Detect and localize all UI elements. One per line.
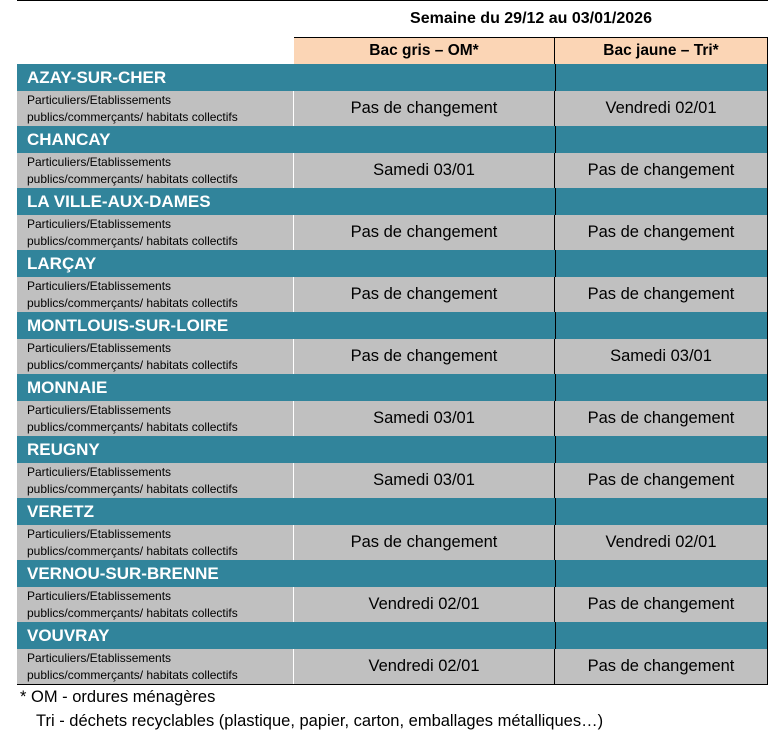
commune-row: [17, 215, 768, 250]
commune-block: [17, 188, 768, 250]
category-line-1: Particuliers/Etablissements: [27, 154, 172, 169]
om-value: Pas de changement: [294, 339, 555, 374]
category-line-1: Particuliers/Etablissements: [27, 278, 172, 293]
category-label: [17, 277, 294, 312]
commune-block: [17, 250, 768, 312]
commune-header-fill: [555, 126, 768, 153]
category-line-2: publics/commerçants/ habitats collectifs: [27, 171, 238, 186]
category-line-1: Particuliers/Etablissements: [27, 216, 172, 231]
om-value: Pas de changement: [294, 215, 555, 250]
commune-block: [17, 312, 768, 374]
commune-header-fill: [555, 436, 768, 463]
commune-name: REUGNY: [17, 436, 555, 463]
category-label: [17, 401, 294, 436]
commune-name: LARÇAY: [17, 250, 555, 277]
commune-header: [17, 374, 768, 401]
category-line-1: Particuliers/Etablissements: [27, 526, 172, 541]
commune-header: [17, 312, 768, 339]
commune-row: [17, 91, 768, 126]
commune-header: [17, 250, 768, 277]
category-label: [17, 215, 294, 250]
commune-name: MONNAIE: [17, 374, 555, 401]
category-label: [17, 339, 294, 374]
commune-header: [17, 622, 768, 649]
category-line-1: Particuliers/Etablissements: [27, 340, 172, 355]
category-label: [17, 587, 294, 622]
commune-name: VERETZ: [17, 498, 555, 525]
category-line-1: Particuliers/Etablissements: [27, 92, 172, 107]
om-value: Pas de changement: [294, 277, 555, 312]
tri-value: Pas de changement: [555, 587, 768, 622]
category-line-2: publics/commerçants/ habitats collectifs: [27, 667, 238, 682]
column-header-om: Bac gris – OM*: [294, 37, 555, 64]
commune-block: [17, 374, 768, 436]
commune-header-fill: [555, 374, 768, 401]
commune-row: [17, 525, 768, 560]
footnote-om: * OM - ordures ménagères: [20, 688, 216, 706]
commune-row: [17, 649, 768, 684]
commune-block: [17, 126, 768, 188]
om-value: Samedi 03/01: [294, 153, 555, 188]
category-line-2: publics/commerçants/ habitats collectifs: [27, 357, 238, 372]
tri-value: Vendredi 02/01: [555, 525, 768, 560]
commune-row: [17, 153, 768, 188]
commune-row: [17, 277, 768, 312]
commune-name: VERNOU-SUR-BRENNE: [17, 560, 555, 587]
commune-header-fill: [555, 188, 768, 215]
category-line-2: publics/commerçants/ habitats collectifs: [27, 543, 238, 558]
tri-value: Pas de changement: [555, 401, 768, 436]
commune-header: [17, 188, 768, 215]
commune-block: [17, 498, 768, 560]
category-line-2: publics/commerçants/ habitats collectifs: [27, 419, 238, 434]
week-label: Semaine du 29/12 au 03/01/2026: [410, 10, 652, 27]
commune-header: [17, 560, 768, 587]
commune-block: [17, 436, 768, 498]
category-label: [17, 649, 294, 684]
category-line-1: Particuliers/Etablissements: [27, 464, 172, 479]
commune-header: [17, 436, 768, 463]
tri-value: Pas de changement: [555, 277, 768, 312]
category-label: [17, 525, 294, 560]
om-value: Pas de changement: [294, 525, 555, 560]
om-value: Pas de changement: [294, 91, 555, 126]
commune-header: [17, 498, 768, 525]
commune-header-fill: [555, 622, 768, 649]
commune-row: [17, 587, 768, 622]
commune-header: [17, 126, 768, 153]
tri-value: Samedi 03/01: [555, 339, 768, 374]
tri-value: Pas de changement: [555, 215, 768, 250]
table-bottom-border: [17, 684, 768, 685]
tri-value: Pas de changement: [555, 649, 768, 684]
category-line-2: publics/commerçants/ habitats collectifs: [27, 109, 238, 124]
commune-row: [17, 401, 768, 436]
column-header-row: [294, 37, 768, 64]
commune-header-fill: [555, 560, 768, 587]
tri-value: Pas de changement: [555, 153, 768, 188]
commune-header-fill: [555, 250, 768, 277]
category-line-2: publics/commerçants/ habitats collectifs: [27, 233, 238, 248]
category-line-2: publics/commerçants/ habitats collectifs: [27, 481, 238, 496]
category-line-2: publics/commerçants/ habitats collectifs: [27, 295, 238, 310]
commune-name: CHANCAY: [17, 126, 555, 153]
category-label: [17, 463, 294, 498]
commune-row: [17, 463, 768, 498]
column-header-tri: Bac jaune – Tri*: [555, 37, 768, 64]
commune-block: [17, 622, 768, 684]
commune-name: MONTLOUIS-SUR-LOIRE: [17, 312, 555, 339]
tri-value: Vendredi 02/01: [555, 91, 768, 126]
category-line-1: Particuliers/Etablissements: [27, 588, 172, 603]
commune-block: [17, 64, 768, 126]
footnote-tri: Tri - déchets recyclables (plastique, papier, carton, emballages métalliques…): [36, 712, 604, 730]
om-value: Vendredi 02/01: [294, 649, 555, 684]
category-line-1: Particuliers/Etablissements: [27, 402, 172, 417]
commune-row: [17, 339, 768, 374]
commune-header-fill: [555, 64, 768, 91]
commune-header: [17, 64, 768, 91]
category-line-1: Particuliers/Etablissements: [27, 650, 172, 665]
tri-value: Pas de changement: [555, 463, 768, 498]
commune-name: VOUVRAY: [17, 622, 555, 649]
commune-header-fill: [555, 312, 768, 339]
commune-name: AZAY-SUR-CHER: [17, 64, 555, 91]
commune-name: LA VILLE-AUX-DAMES: [17, 188, 555, 215]
commune-header-fill: [555, 498, 768, 525]
category-label: [17, 91, 294, 126]
om-value: Samedi 03/01: [294, 401, 555, 436]
om-value: Vendredi 02/01: [294, 587, 555, 622]
commune-block: [17, 560, 768, 622]
category-line-2: publics/commerçants/ habitats collectifs: [27, 605, 238, 620]
om-value: Samedi 03/01: [294, 463, 555, 498]
category-label: [17, 153, 294, 188]
